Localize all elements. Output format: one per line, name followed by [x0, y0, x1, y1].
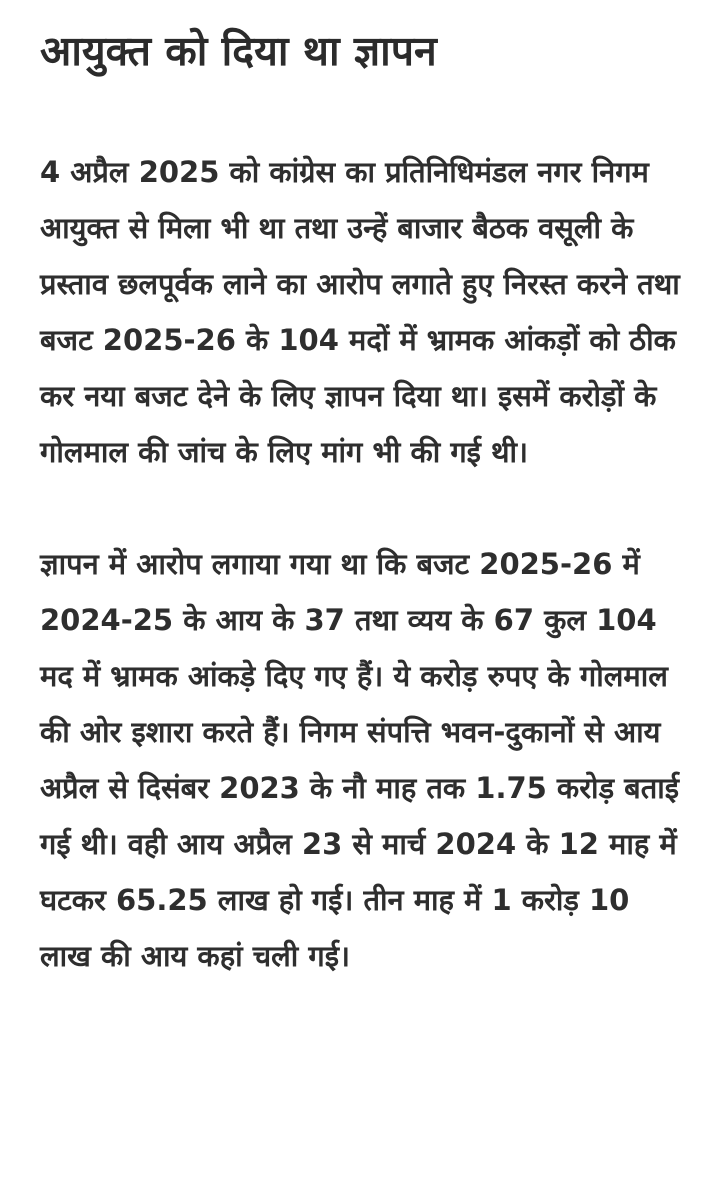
article-headline: आयुक्त को दिया था ज्ञापन	[40, 27, 437, 75]
article-paragraph-1: 4 अप्रैल 2025 को कांग्रेस का प्रतिनिधिमंडल नगर निगम आयुक्त से मिला भी था तथा उन्हें बाजार बैठक वसूली के प्रस्ताव छलपूर्वक लाने का आरोप लगाते हुए निरस्त करने तथा बजट 2025-26 के 104 मदों में भ्रामक आंकड़ों को ठीक कर नया बजट देने के लिए ज्ञापन दिया था। इसमें करोड़ों के गोलमाल की जांच के लिए मांग भी की गई थी।	[40, 155, 680, 469]
article-paragraph-2: ज्ञापन में आरोप लगाया गया था कि बजट 2025-26 में 2024-25 के आय के 37 तथा व्यय के 67 कुल 104 मद में भ्रामक आंकड़े दिए गए हैं। ये करोड़ रुपए के गोलमाल की ओर इशारा करते हैं। निगम संपत्ति भवन-दुकानों से आय अप्रैल से दिसंबर 2023 के नौ माह तक 1.75 करोड़ बताई गई थी। वही आय अप्रैल 23 से मार्च 2024 के 12 माह में घटकर 65.25 लाख हो गई। तीन माह में 1 करोड़ 10 लाख की आय कहां चली गई।	[40, 547, 680, 973]
